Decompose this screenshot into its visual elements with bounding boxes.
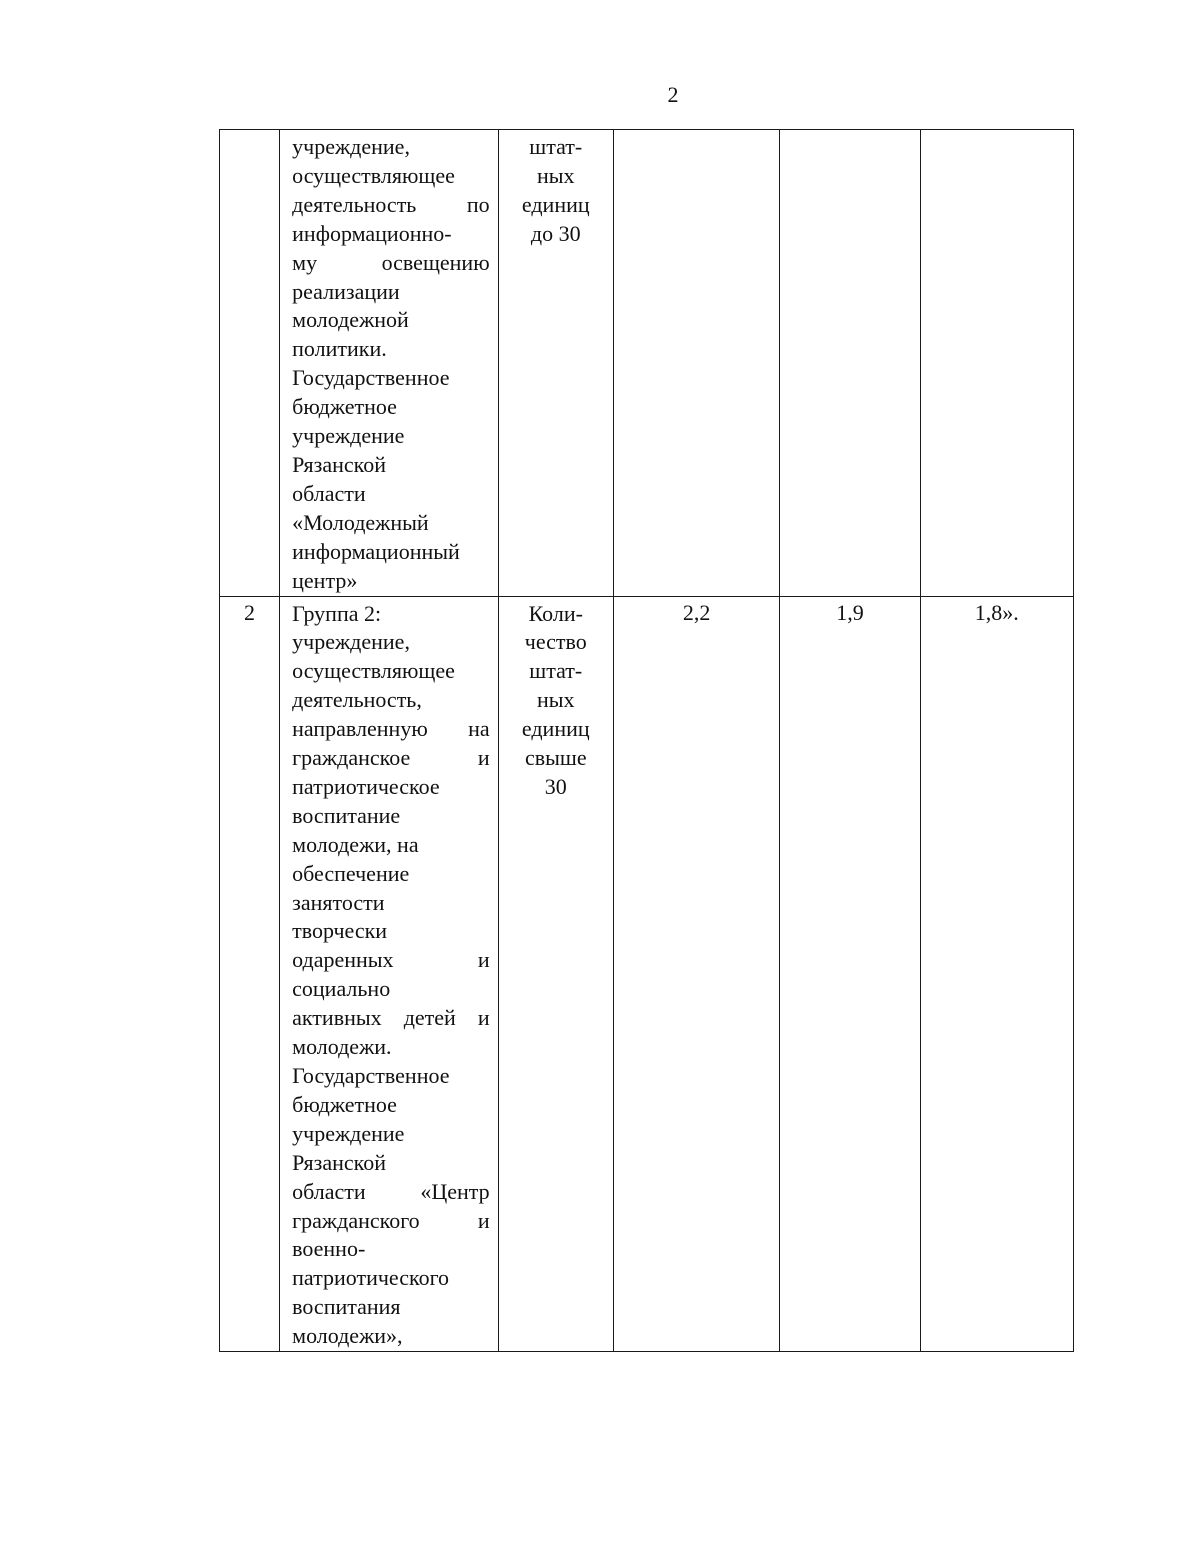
description-line: молодежи»,: [292, 1323, 403, 1349]
description-line: одаренных и: [292, 947, 490, 973]
description-line: молодежной: [292, 307, 409, 333]
description-line: молодежи, на: [292, 831, 419, 857]
value-cell-3: 1,8».: [920, 596, 1073, 1352]
row-number-cell: [220, 130, 280, 597]
description-line: информационно-: [292, 220, 452, 246]
description-line: Рязанской: [292, 451, 386, 477]
unit-criteria-cell: [498, 596, 613, 1352]
row-number-cell: 2: [220, 596, 280, 1352]
description-line: занятости: [292, 889, 385, 915]
description-line: Государственное: [292, 1063, 450, 1088]
value-cell-2: 1,9: [780, 596, 920, 1352]
institution-description-cell: [280, 596, 499, 1352]
description-line: учреждение,: [292, 629, 410, 655]
description-line: патриотическое: [292, 773, 440, 799]
description-line: центр»: [292, 567, 358, 593]
description-line: обеспечение: [292, 860, 410, 886]
unit-line: до 30: [530, 220, 581, 246]
unit-line: единиц: [521, 716, 590, 742]
description-line: учреждение,: [292, 134, 410, 159]
unit-line: свыше: [524, 745, 587, 771]
value-cell-3: [920, 130, 1073, 597]
unit-criteria-cell: [498, 130, 613, 597]
description-line: воспитания: [292, 1294, 401, 1320]
description-line: гражданского и: [292, 1207, 490, 1233]
description-line: социально: [292, 976, 391, 1002]
description-line: области «Центр: [292, 1178, 490, 1204]
value-cell-1: 2,2: [613, 596, 779, 1352]
description-line: Государственное: [292, 365, 450, 391]
description-line: творчески: [292, 918, 388, 944]
description-line: Группа 2:: [292, 600, 382, 626]
page-number: 2: [667, 82, 679, 107]
unit-line: 30: [544, 773, 567, 799]
description-line: деятельность по: [292, 191, 490, 217]
description-line: молодежи.: [292, 1034, 392, 1060]
description-line: политики.: [292, 336, 387, 362]
description-line: му освещению: [292, 249, 490, 275]
description-line: военно-: [292, 1236, 366, 1262]
value-cell-1: [613, 130, 779, 597]
description-line: реализации: [292, 278, 400, 304]
coefficient-table: [219, 129, 1074, 1352]
description-line: «Молодежный: [292, 509, 429, 535]
table-row-continued: [220, 130, 1074, 597]
value-cell-2: [780, 130, 920, 597]
unit-line: штат-: [529, 658, 583, 684]
description-line: учреждение: [292, 423, 405, 449]
unit-line: единиц: [521, 191, 590, 217]
description-line: бюджетное: [292, 1091, 397, 1117]
unit-line: ных: [536, 162, 575, 188]
description-line: активных детей и: [292, 1005, 490, 1031]
description-line: направленную на: [292, 716, 490, 742]
institution-description-cell: [280, 130, 499, 597]
description-line: деятельность,: [292, 687, 422, 713]
description-line: осуществляющее: [292, 162, 455, 188]
unit-line: штат-: [529, 134, 583, 159]
description-line: патриотического: [292, 1265, 450, 1291]
description-line: воспитание: [292, 802, 401, 828]
description-line: Рязанской: [292, 1149, 386, 1175]
description-line: информационный: [292, 538, 460, 564]
description-line: бюджетное: [292, 394, 397, 420]
unit-line: чество: [524, 629, 587, 655]
description-line: области: [292, 480, 366, 506]
unit-line: ных: [536, 687, 575, 713]
table-row-group-2: [220, 596, 1074, 1352]
description-line: гражданское и: [292, 745, 490, 771]
unit-line: Коли-: [528, 600, 583, 626]
description-line: учреждение: [292, 1120, 405, 1146]
description-line: осуществляющее: [292, 658, 455, 684]
